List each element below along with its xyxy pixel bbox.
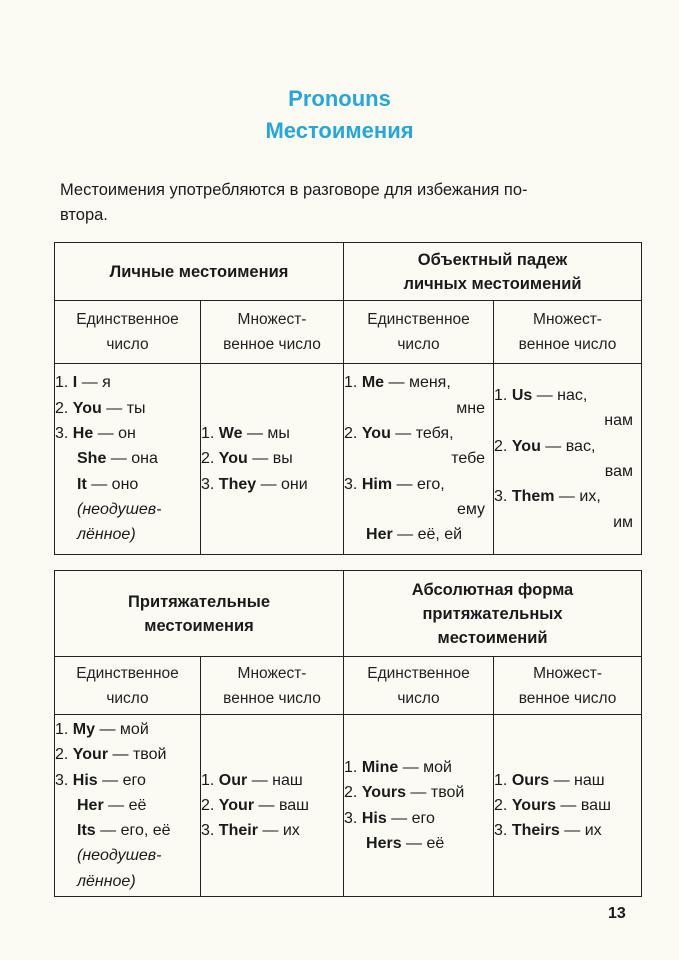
list-item-cont: нам [604, 412, 634, 430]
note: лённое) [77, 526, 136, 544]
list-item: 1. Ours — наш [494, 771, 605, 789]
list-item: 1. Our — наш [201, 771, 303, 789]
list-item: 2. You — вы [201, 450, 293, 468]
list-item-cont: тебе [451, 450, 486, 468]
note: (неодушев- [77, 847, 162, 865]
subheader-plural: Множест- венное число [201, 657, 344, 715]
list-item: 2. Yours — твой [344, 784, 465, 802]
list-item-cont: ему [456, 500, 486, 518]
list-item: 1. Mine — мой [344, 758, 452, 776]
note: (неодушев- [77, 500, 162, 518]
list-item-cont: вам [604, 463, 634, 480]
possessive-pronouns-table [54, 570, 642, 897]
personal-pronouns-table [54, 242, 642, 555]
list-item: 1. My — мой [55, 720, 149, 738]
subheader-plural: Множест- венное число [201, 301, 344, 364]
header-possessive-pronouns: Притяжательные местоимения [55, 571, 344, 657]
intro-line: втора. [60, 206, 108, 224]
list-item: 3. Their — их [201, 822, 300, 840]
page-number: 13 [608, 905, 626, 922]
personal-singular-cell [55, 364, 201, 555]
subheader-singular: Единственное число [344, 301, 494, 364]
list-item: 2. You — тебя, [344, 425, 454, 443]
list-item-cont: мне [456, 399, 486, 417]
list-item: 2. You — вас, [494, 437, 596, 455]
note: лённое) [77, 872, 136, 890]
list-item: 3. They — они [201, 475, 308, 493]
personal-plural-cell [201, 364, 344, 555]
list-item: 3. His — его [344, 809, 435, 827]
list-item: Hers — её [366, 834, 445, 852]
page-title-ru: Местоимения [265, 118, 414, 143]
list-item: She — она [77, 450, 158, 468]
object-plural-cell [494, 364, 642, 555]
page-title-en: Pronouns [288, 86, 391, 111]
absolute-plural-cell [494, 715, 642, 897]
object-singular-cell [344, 364, 494, 555]
header-absolute-form: Абсолютная форма притяжательных местоимений [344, 571, 642, 657]
list-item: Her — её, ей [366, 526, 463, 544]
list-item: 1. We — мы [201, 425, 290, 443]
list-item: 2. Your — твой [55, 746, 167, 764]
subheader-plural: Множест- венное число [494, 301, 642, 364]
subheader-plural: Множест- венное число [494, 657, 642, 715]
list-item: 3. His — его [55, 771, 146, 789]
list-item: 3. Them — их, [494, 488, 601, 506]
list-item: 1. I — я [55, 374, 111, 392]
subheader-singular: Единственное число [344, 657, 494, 715]
header-personal-pronouns: Личные местоимения [55, 243, 344, 301]
list-item: 1. Us — нас, [494, 387, 588, 405]
list-item: 1. Me — меня, [344, 374, 451, 392]
list-item: Its — его, её [77, 822, 171, 840]
list-item: 2. Yours — ваш [494, 796, 611, 814]
possessive-singular-cell [55, 715, 201, 897]
intro-text [60, 178, 640, 228]
subheader-singular: Единственное число [55, 301, 201, 364]
list-item: 3. Theirs — их [494, 822, 602, 840]
list-item: 3. Him — его, [344, 475, 445, 493]
absolute-singular-cell [344, 715, 494, 897]
header-object-case: Объектный падеж личных местоимений [344, 243, 642, 301]
subheader-singular: Единственное число [55, 657, 201, 715]
possessive-plural-cell [201, 715, 344, 897]
list-item: 2. You — ты [55, 399, 146, 417]
list-item: 2. Your — ваш [201, 796, 310, 814]
list-item: It — оно [77, 475, 139, 493]
list-item: Her — её [77, 796, 147, 814]
intro-line: Местоимения употребляются в разговоре для избежания по- [60, 181, 528, 199]
list-item-cont: им [613, 513, 634, 531]
list-item: 3. He — он [55, 425, 136, 443]
